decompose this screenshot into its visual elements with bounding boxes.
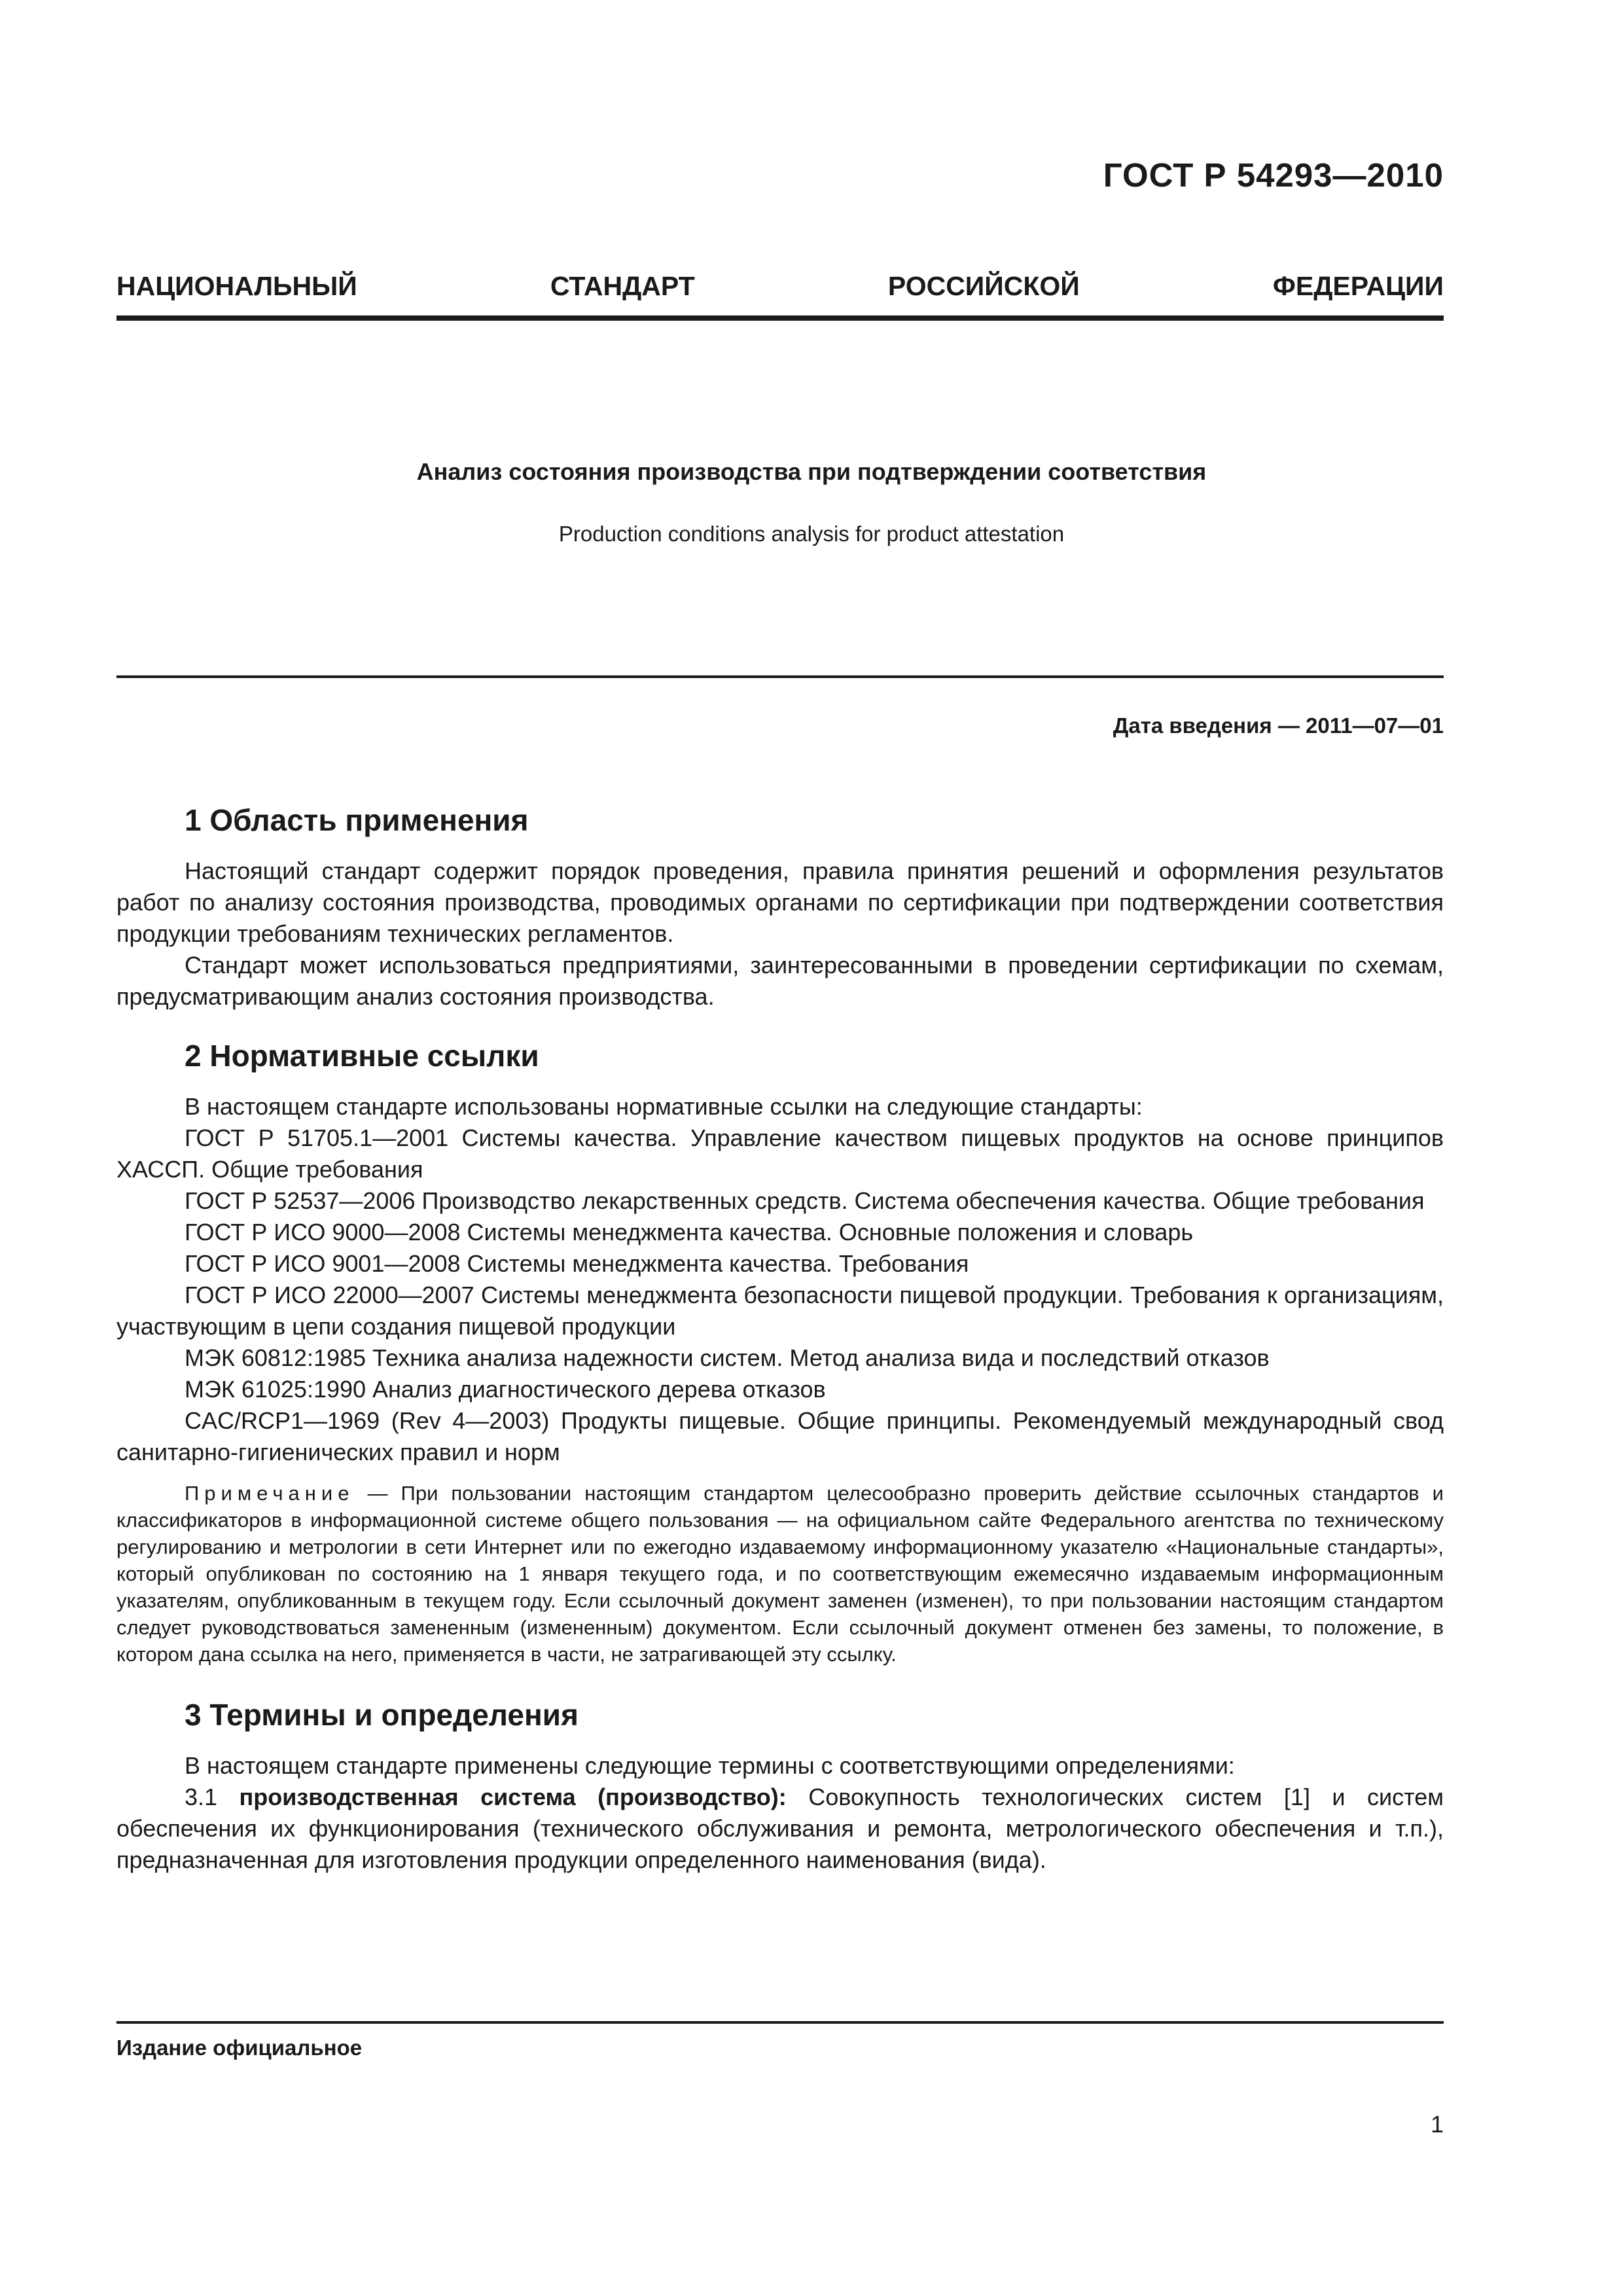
normative-ref: ГОСТ Р ИСО 22000—2007 Системы менеджмента безопасности пищевой продукции. Требования к организациям, участвующим в цепи создания пищевой продукции xyxy=(116,1282,1444,1340)
section-3-heading: 3 Термины и определения xyxy=(185,1698,579,1732)
document-title-ru: Анализ состояния производства при подтверждении соответствия xyxy=(416,458,1207,485)
term-definition xyxy=(116,1782,1444,1876)
section-2-intro: В настоящем стандарте использованы нормативные ссылки на следующие стандарты: xyxy=(185,1093,1143,1120)
national-standard-banner: НАЦИОНАЛЬНЫЙ СТАНДАРТ РОССИЙСКОЙ ФЕДЕРАЦИИ xyxy=(116,271,1444,301)
document-title-en: Production conditions analysis for product attestation xyxy=(558,522,1065,546)
introduction-date: Дата введения — 2011—07—01 xyxy=(1113,713,1444,738)
section-3-intro: В настоящем стандарте применены следующие термины с соответствующими определениями: xyxy=(185,1752,1235,1779)
normative-ref: ГОСТ Р 51705.1—2001 Системы качества. Управление качеством пищевых продуктов на основе принципов ХАССП. Общие требования xyxy=(116,1124,1444,1183)
header-divider xyxy=(116,315,1444,321)
note-text: — При пользовании настоящим стандартом целесообразно проверить действие ссылочных стандартов и классификаторов в информационной системе общего пользования — на официальном сайте Федерального агентства по техническому регулированию и метрологии в сети Интернет или по ежегодно издаваемому информационному указателю «Национальные стандарты», который опубликован по состоянию на 1 января текущего года, и по соответствующим ежемесячно издаваемым информационным указателям, опубликованным в текущем году. Если ссылочный документ заменен (изменен), то при пользовании настоящим стандартом следует руководствоваться замененным (измененным) документом. Если ссылочный документ отменен без замены, то положение, в котором дана ссылка на него, применяется в части, не затрагивающей эту ссылку. xyxy=(116,1482,1444,1666)
document-code: ГОСТ Р 54293—2010 xyxy=(1103,156,1444,194)
term-name: производственная система (производство): xyxy=(239,1784,787,1810)
footer-divider xyxy=(116,2021,1444,2024)
normative-ref: ГОСТ Р ИСО 9000—2008 Системы менеджмента качества. Основные положения и словарь xyxy=(185,1219,1194,1246)
normative-ref: МЭК 61025:1990 Анализ диагностического дерева отказов xyxy=(185,1376,826,1403)
section-1-paragraph-2: Стандарт может использоваться предприятиями, заинтересованными в проведении сертификации по схемам, предусматривающим анализ состояния производства. xyxy=(116,952,1444,1010)
normative-ref: ГОСТ Р ИСО 9001—2008 Системы менеджмента качества. Требования xyxy=(185,1250,969,1277)
official-edition-label: Издание официальное xyxy=(116,2036,363,2060)
document-body xyxy=(116,802,1444,1876)
normative-ref: CAC/RCP1—1969 (Rev 4—2003) Продукты пищевые. Общие принципы. Рекомендуемый международный свод санитарно-гигиенических правил и норм xyxy=(116,1407,1444,1465)
section-2-heading: 2 Нормативные ссылки xyxy=(185,1039,539,1073)
page-number: 1 xyxy=(1430,2111,1444,2138)
section-1-heading: 1 Область применения xyxy=(185,803,529,837)
term-text: Совокупность технологических систем [1] и систем обеспечения их функционирования (технического обслуживания и ремонта, метрологического обеспечения и т.п.), предназначенная для изготовления продукции определенного наименования (вида). xyxy=(116,1784,1444,1873)
title-divider xyxy=(116,675,1444,678)
term-number: 3.1 xyxy=(185,1784,240,1810)
section-1-paragraph-1: Настоящий стандарт содержит порядок проведения, правила принятия решений и оформления результатов работ по анализу состояния производства, проводимых органами по сертификации при подтверждении соответствия продукции требованиям технических регламентов. xyxy=(116,857,1444,947)
section-2-note xyxy=(116,1480,1444,1668)
normative-ref: ГОСТ Р 52537—2006 Производство лекарственных средств. Система обеспечения качества. Общие требования xyxy=(185,1187,1425,1214)
note-label: Примечание xyxy=(185,1482,355,1505)
normative-ref: МЭК 60812:1985 Техника анализа надежности систем. Метод анализа вида и последствий отказов xyxy=(185,1344,1270,1371)
